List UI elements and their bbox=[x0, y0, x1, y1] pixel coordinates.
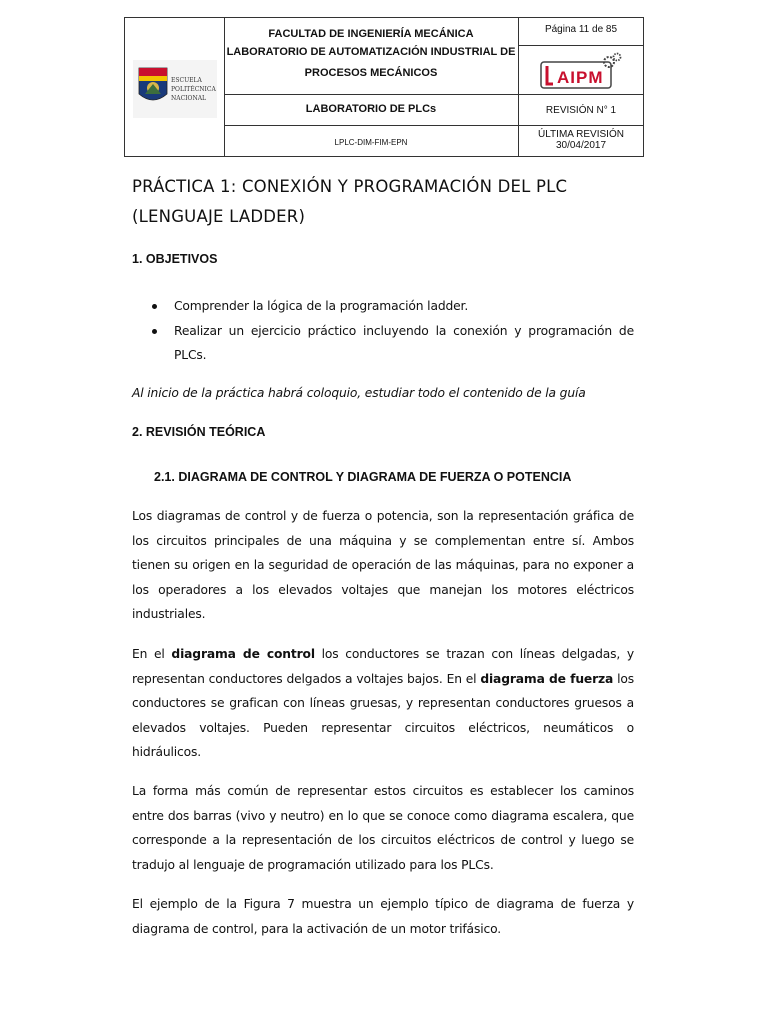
objectives-list bbox=[152, 294, 634, 368]
page-number: Página 11 de 85 bbox=[544, 24, 618, 35]
section-objectives-heading: 1. OBJETIVOS bbox=[132, 252, 218, 266]
section-theory-heading: 2. REVISIÓN TEÓRICA bbox=[132, 425, 266, 439]
paragraph-3: La forma más común de representar estos circuitos es establecer los caminos entre dos barras (vivo y neutro) en lo que se conoce como diagrama escalera, que corresponde a la representación de los circuitos eléctricos de control y luego se tradujo al lenguaje de programación utilizado para los PLCs. bbox=[132, 784, 634, 872]
document-code: LPLC-DIM-FIM-EPN bbox=[334, 138, 408, 147]
last-revision-label: ÚLTIMA REVISIÓN bbox=[538, 129, 624, 140]
paragraph-2: En el diagrama de control los conductores se trazan con líneas delgadas, y representan conductores delgados a voltajes bajos. En el diagrama de fuerza los conductores se grafican con líneas gruesas, y representan conductores gruesos a elevados voltajes. Pueden representar circuitos eléctricos, neumáticos o hidráulicos. bbox=[132, 647, 635, 759]
aipm-logo bbox=[537, 52, 623, 92]
bullet-icon bbox=[152, 304, 157, 309]
svg-text:AIPM: AIPM bbox=[557, 68, 604, 87]
revision-number: REVISIÓN N° 1 bbox=[545, 105, 617, 116]
paragraph-4: El ejemplo de la Figura 7 muestra un ejemplo típico de diagrama de fuerza y diagrama de control, para la activación de un motor trifásico. bbox=[132, 897, 634, 936]
list-item: Realizar un ejercicio práctico incluyendo la conexión y programación de PLCs. bbox=[152, 319, 634, 368]
term-control-diagram: diagrama de control bbox=[171, 647, 315, 661]
paragraph-1: Los diagramas de control y de fuerza o potencia, son la representación gráfica de los circuitos principales de una máquina y se complementan entre sí. Ambos tienen su origen en la seguridad de operación de las máquinas, para no exponer a los operadores a los elevados voltajes que manejan los motores eléctricos industriales. bbox=[132, 509, 634, 621]
title-line-1: PRÁCTICA 1: CONEXIÓN Y PROGRAMACIÓN DEL PLC bbox=[132, 177, 568, 196]
svg-text:ESCUELA: ESCUELA bbox=[171, 77, 202, 84]
last-revision-date: 30/04/2017 bbox=[555, 140, 607, 151]
term-power-diagram: diagrama de fuerza bbox=[480, 671, 614, 686]
svg-text:NACIONAL: NACIONAL bbox=[171, 95, 207, 102]
bullet-icon bbox=[152, 329, 157, 334]
title-line-2: (LENGUAJE LADDER) bbox=[132, 207, 306, 226]
practice-title bbox=[132, 172, 632, 232]
epn-logo bbox=[133, 60, 217, 118]
lab-name-line1: LABORATORIO DE AUTOMATIZACIÓN INDUSTRIAL DE bbox=[226, 46, 516, 58]
faculty-name: FACULTAD DE INGENIERÍA MECÁNICA bbox=[268, 28, 474, 40]
list-item: Comprender la lógica de la programación ladder. bbox=[152, 294, 634, 319]
note-text: Al inicio de la práctica habrá coloquio, estudiar todo el contenido de la guía bbox=[132, 386, 586, 400]
svg-text:POLITÉCNICA: POLITÉCNICA bbox=[171, 86, 216, 93]
subsection-heading: 2.1. DIAGRAMA DE CONTROL Y DIAGRAMA DE FUERZA O POTENCIA bbox=[154, 470, 572, 484]
document-header-table bbox=[124, 17, 644, 157]
lab-plc: LABORATORIO DE PLCs bbox=[305, 103, 437, 115]
lab-name-line2: PROCESOS MECÁNICOS bbox=[304, 67, 438, 79]
